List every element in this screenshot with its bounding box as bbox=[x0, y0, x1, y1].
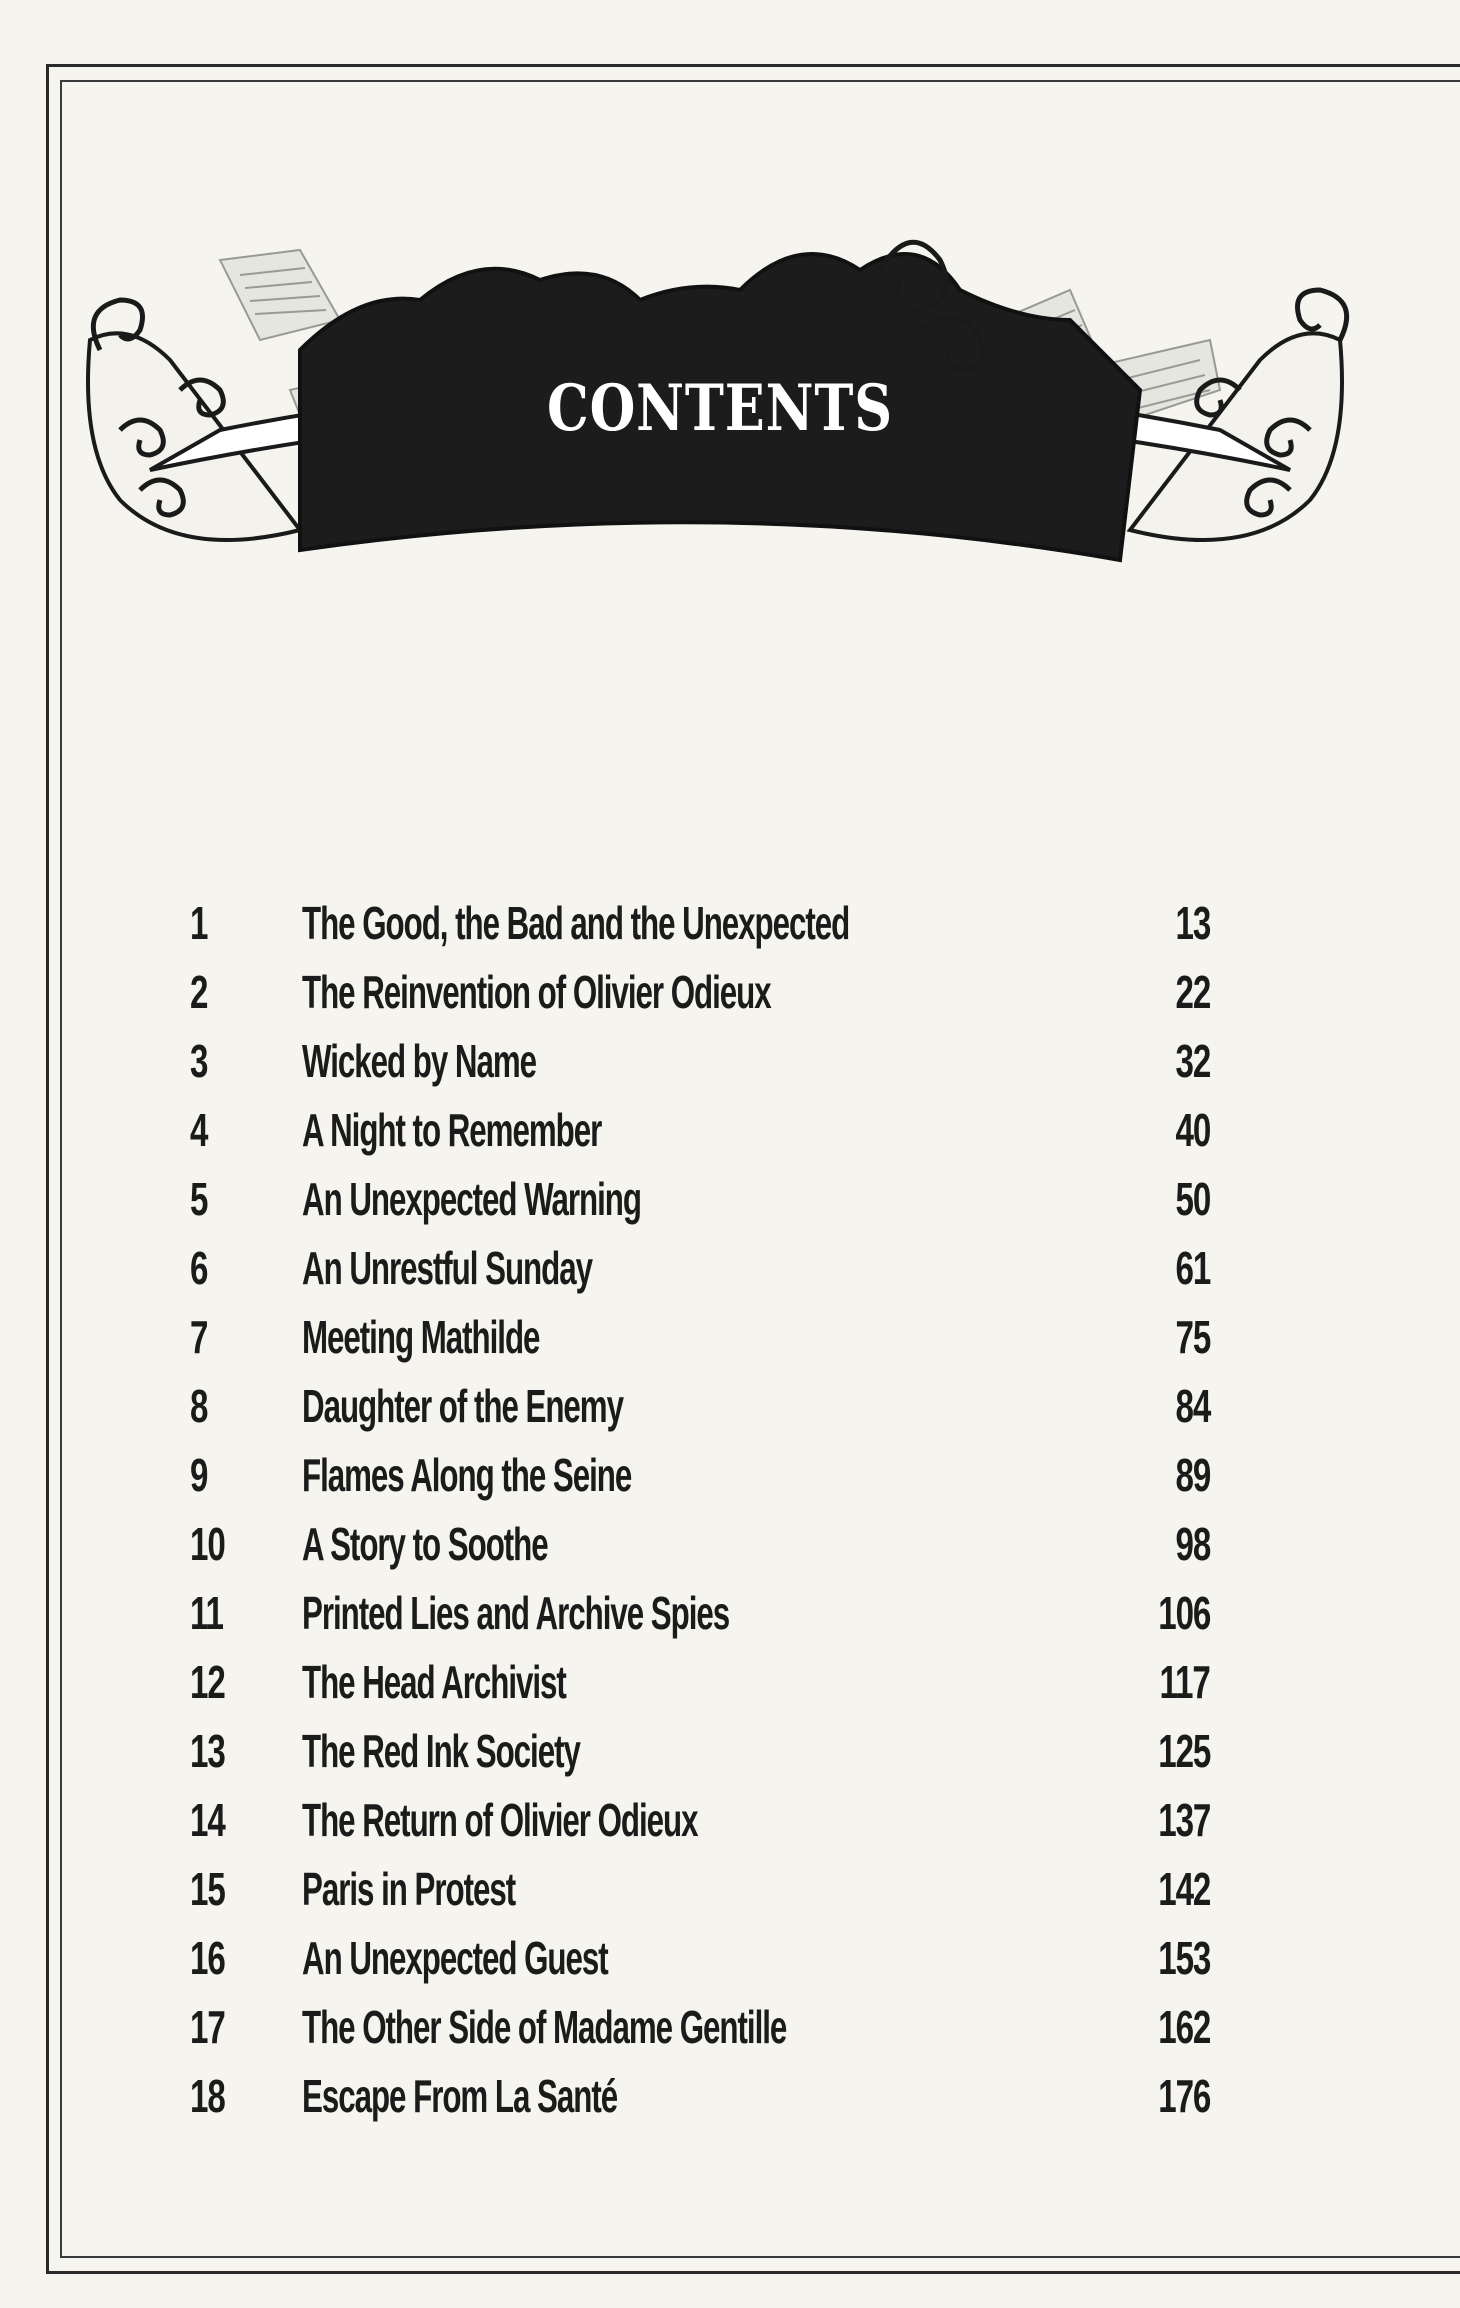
chapter-number: 9 bbox=[190, 1449, 208, 1501]
chapter-title: Meeting Mathilde bbox=[302, 1311, 540, 1363]
toc-row[interactable] bbox=[190, 1862, 1210, 1931]
toc-row[interactable] bbox=[190, 2000, 1210, 2069]
chapter-number: 10 bbox=[190, 1518, 225, 1570]
chapter-page: 61 bbox=[1175, 1242, 1210, 1294]
chapter-page: 50 bbox=[1175, 1173, 1210, 1225]
toc-row[interactable] bbox=[190, 1724, 1210, 1793]
chapter-number: 16 bbox=[190, 1932, 225, 1984]
chapter-number: 18 bbox=[190, 2070, 225, 2122]
chapter-title: Paris in Protest bbox=[302, 1863, 516, 1915]
chapter-title: The Head Archivist bbox=[302, 1656, 566, 1708]
toc-row[interactable] bbox=[190, 1241, 1210, 1310]
chapter-page: 32 bbox=[1175, 1035, 1210, 1087]
chapter-page: 125 bbox=[1157, 1725, 1210, 1777]
toc-row[interactable] bbox=[190, 1517, 1210, 1586]
toc-row[interactable] bbox=[190, 896, 1210, 965]
chapter-page: 176 bbox=[1157, 2070, 1210, 2122]
chapter-number: 12 bbox=[190, 1656, 225, 1708]
chapter-page: 142 bbox=[1157, 1863, 1210, 1915]
chapter-number: 17 bbox=[190, 2001, 225, 2053]
contents-banner bbox=[60, 230, 1380, 750]
chapter-page: 117 bbox=[1159, 1656, 1210, 1708]
chapter-title: The Return of Olivier Odieux bbox=[302, 1794, 698, 1846]
toc-row[interactable] bbox=[190, 1103, 1210, 1172]
contents-heading: CONTENTS bbox=[547, 369, 893, 446]
chapter-page: 153 bbox=[1157, 1932, 1210, 1984]
toc-row[interactable] bbox=[190, 2069, 1210, 2138]
chapter-title: The Red Ink Society bbox=[302, 1725, 580, 1777]
chapter-number: 8 bbox=[190, 1380, 208, 1432]
chapter-title: An Unrestful Sunday bbox=[302, 1242, 592, 1294]
chapter-number: 5 bbox=[190, 1173, 208, 1225]
chapter-number: 13 bbox=[190, 1725, 225, 1777]
chapter-number: 14 bbox=[190, 1794, 225, 1846]
toc-row[interactable] bbox=[190, 1310, 1210, 1379]
chapter-page: 106 bbox=[1157, 1587, 1210, 1639]
chapter-title: The Reinvention of Olivier Odieux bbox=[302, 966, 771, 1018]
chapter-number: 11 bbox=[190, 1587, 223, 1639]
toc-row[interactable] bbox=[190, 1379, 1210, 1448]
chapter-title: Flames Along the Seine bbox=[302, 1449, 632, 1501]
toc-row[interactable] bbox=[190, 1931, 1210, 2000]
chapter-page: 22 bbox=[1175, 966, 1210, 1018]
chapter-title: Daughter of the Enemy bbox=[302, 1380, 623, 1432]
chapter-number: 2 bbox=[190, 966, 208, 1018]
chapter-title: An Unexpected Warning bbox=[302, 1173, 641, 1225]
chapter-page: 162 bbox=[1157, 2001, 1210, 2053]
chapter-number: 1 bbox=[190, 897, 208, 949]
toc-row[interactable] bbox=[190, 1793, 1210, 1862]
toc-row[interactable] bbox=[190, 965, 1210, 1034]
chapter-page: 137 bbox=[1157, 1794, 1210, 1846]
chapter-title: A Night to Remember bbox=[302, 1104, 602, 1156]
chapter-page: 98 bbox=[1175, 1518, 1210, 1570]
chapter-page: 89 bbox=[1175, 1449, 1210, 1501]
chapter-number: 3 bbox=[190, 1035, 208, 1087]
toc-row[interactable] bbox=[190, 1034, 1210, 1103]
chapter-title: The Good, the Bad and the Unexpected bbox=[302, 897, 850, 949]
chapter-title: Wicked by Name bbox=[302, 1035, 537, 1087]
chapter-title: Printed Lies and Archive Spies bbox=[302, 1587, 730, 1639]
toc-row[interactable] bbox=[190, 1172, 1210, 1241]
chapter-title: An Unexpected Guest bbox=[302, 1932, 608, 1984]
chapter-title: A Story to Soothe bbox=[302, 1518, 548, 1570]
toc-row[interactable] bbox=[190, 1448, 1210, 1517]
chapter-number: 4 bbox=[190, 1104, 208, 1156]
chapter-page: 75 bbox=[1175, 1311, 1210, 1363]
chapter-title: Escape From La Santé bbox=[302, 2070, 618, 2122]
toc-row[interactable] bbox=[190, 1655, 1210, 1724]
chapter-number: 15 bbox=[190, 1863, 225, 1915]
chapter-page: 84 bbox=[1175, 1380, 1210, 1432]
chapter-number: 7 bbox=[190, 1311, 208, 1363]
table-of-contents bbox=[190, 896, 1210, 2138]
chapter-title: The Other Side of Madame Gentille bbox=[302, 2001, 787, 2053]
chapter-page: 13 bbox=[1175, 897, 1210, 949]
toc-row[interactable] bbox=[190, 1586, 1210, 1655]
chapter-page: 40 bbox=[1175, 1104, 1210, 1156]
chapter-number: 6 bbox=[190, 1242, 208, 1294]
